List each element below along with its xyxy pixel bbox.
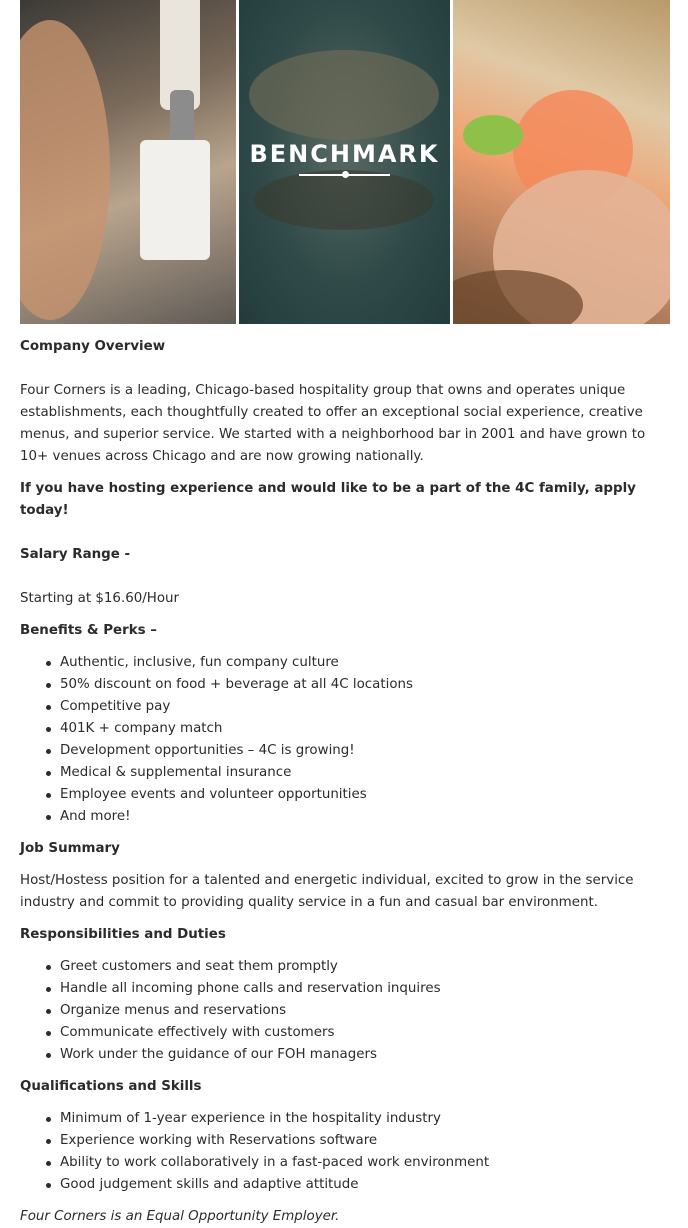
list-item: Communicate effectively with customers [60,1022,668,1044]
job-summary-text: Host/Hostess position for a talented and energetic individual, excited to grow in the service industry and commit to providing quality service in a fun and casual bar environment. [20,873,634,910]
salary-value: Starting at $16.60/Hour [20,591,180,606]
list-item: Good judgement skills and adaptive attitude [60,1174,668,1196]
list-item: Work under the guidance of our FOH managers [60,1044,668,1066]
bartender-pouring-beer-photo [20,0,236,324]
logo-dot [342,171,349,178]
job-description [20,336,668,1228]
list-item: 401K + company match [60,718,668,740]
benefits-list [20,652,668,828]
list-item: Organize menus and reservations [60,1000,668,1022]
benefits-heading: Benefits & Perks – [20,623,157,638]
list-item: Medical & supplemental insurance [60,762,668,784]
company-overview-heading: Company Overview [20,339,166,354]
burger-photo [239,0,450,324]
salary-heading: Salary Range - [20,547,131,562]
job-summary-heading: Job Summary [20,841,120,856]
company-overview-text: Four Corners is a leading, Chicago-based hospitality group that owns and operates unique establishments, each thoughtfully created to offer an exceptional social experience, creative menus, and superior service. We started with a neighborhood bar in 2001 and have grown to 10+ venues across Chicago and are now growing nationally. [20,383,646,464]
apply-cta: If you have hosting experience and would like to be a part of the 4C family, apply today! [20,481,636,518]
equal-opportunity-note: Four Corners is an Equal Opportunity Employer. [20,1209,340,1224]
qualifications-list [20,1108,668,1196]
list-item: Experience working with Reservations software [60,1130,668,1152]
hero-banner [20,0,670,324]
list-item: Handle all incoming phone calls and reservation inquires [60,978,668,1000]
list-item: Ability to work collaboratively in a fast-paced work environment [60,1152,668,1174]
list-item: Authentic, inclusive, fun company culture [60,652,668,674]
list-item: Employee events and volunteer opportunities [60,784,668,806]
responsibilities-heading: Responsibilities and Duties [20,927,226,942]
list-item: Minimum of 1-year experience in the hospitality industry [60,1108,668,1130]
list-item: And more! [60,806,668,828]
list-item: Greet customers and seat them promptly [60,956,668,978]
list-item: Development opportunities – 4C is growing! [60,740,668,762]
cocktail-photo [453,0,670,324]
responsibilities-list [20,956,668,1066]
list-item: Competitive pay [60,696,668,718]
list-item: 50% discount on food + beverage at all 4C locations [60,674,668,696]
benchmark-logo: BENCHMARK [249,140,440,168]
qualifications-heading: Qualifications and Skills [20,1079,202,1094]
